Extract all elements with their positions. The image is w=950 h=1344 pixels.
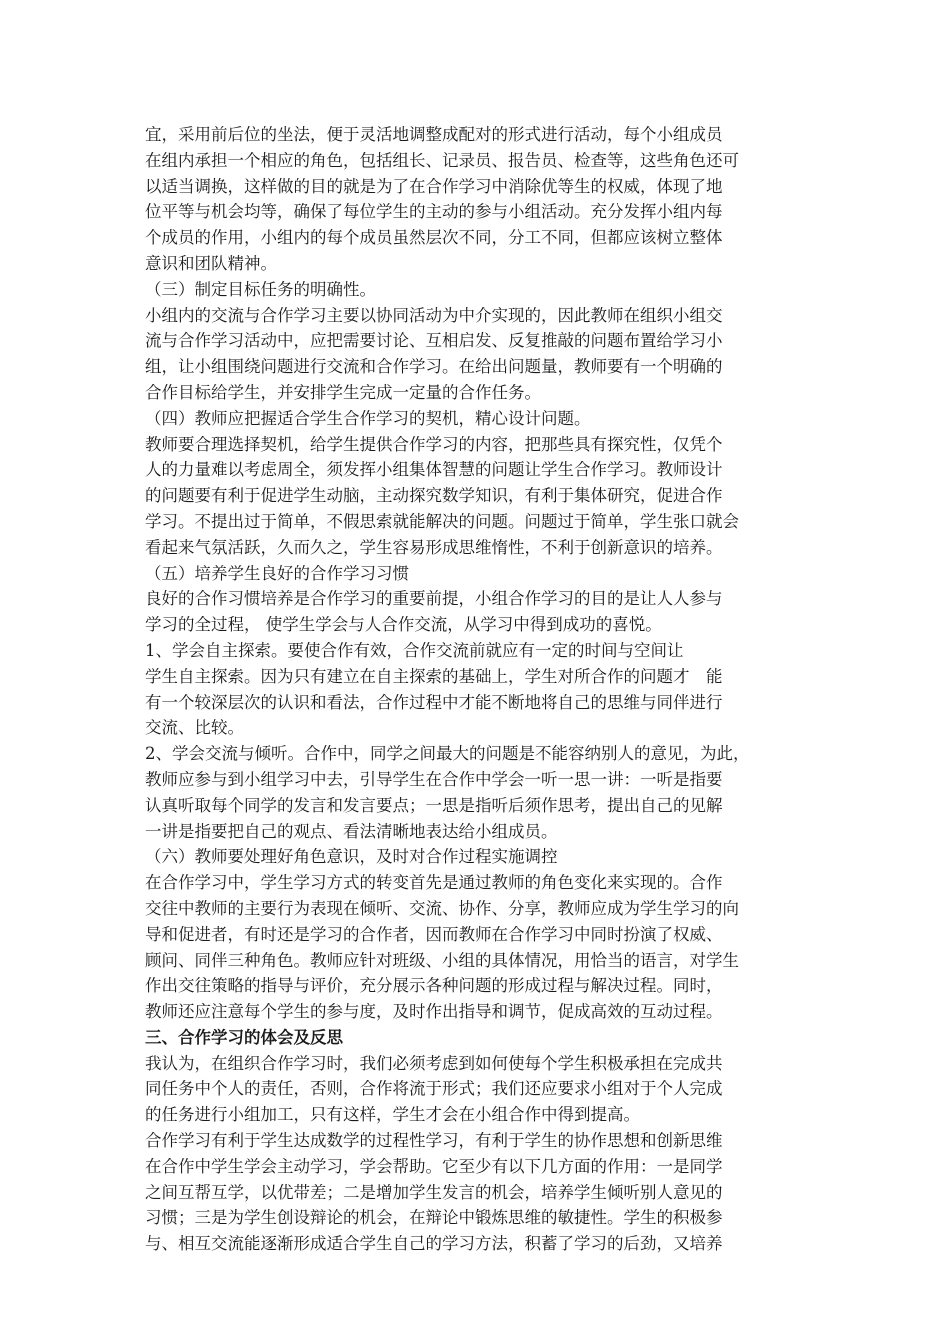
text-line: 教师还应注意每个学生的参与度，及时作出指导和调节，促成高效的互动过程。 xyxy=(145,1002,723,1022)
text-line: 的任务进行小组加工，只有这样，学生才会在小组合作中得到提高。 xyxy=(145,1105,640,1125)
text-line: 一讲是指要把自己的观点、看法清晰地表达给小组成员。 xyxy=(145,821,558,841)
section-subheading: （六）教师要处理好角色意识，及时对合作过程实施调控 xyxy=(145,847,558,867)
text-line: 在组内承担一个相应的角色，包括组长、记录员、报告员、检查等，这些角色还可 xyxy=(145,150,739,170)
text-line: 以适当调换，这样做的目的就是为了在合作学习中消除优等生的权威，体现了地 xyxy=(145,176,723,196)
text-line: 交往中教师的主要行为表现在倾听、交流、协作、分享，教师应成为学生学习的向 xyxy=(145,898,739,918)
text-line: 合作目标给学生，并安排学生完成一定量的合作任务。 xyxy=(145,382,541,402)
text-line: 个成员的作用，小组内的每个成员虽然层次不同，分工不同，但都应该树立整体 xyxy=(145,228,723,248)
text-line: 学习。不提出过于简单，不假思索就能解决的问题。问题过于简单，学生张口就会 xyxy=(145,511,739,531)
text-line: 意识和团队精神。 xyxy=(145,253,277,273)
text-line: 教师要合理选择契机，给学生提供合作学习的内容，把那些具有探究性，仅凭个 xyxy=(145,434,723,454)
text-line: 认真听取每个同学的发言和发言要点；一思是指听后须作思考，提出自己的见解 xyxy=(145,795,723,815)
text-line: 流与合作学习活动中，应把需要讨论、互相启发、反复推敲的问题布置给学习小 xyxy=(145,331,723,351)
text-line: 良好的合作习惯培养是合作学习的重要前提，小组合作学习的目的是让人人参与 xyxy=(145,589,723,609)
text-line: 同任务中个人的责任，否则，合作将流于形式；我们还应要求小组对于个人完成 xyxy=(145,1079,723,1099)
text-line: 的问题要有利于促进学生动脑，主动探究数学知识，有利于集体研究，促进合作 xyxy=(145,486,723,506)
text-line: 作出交往策略的指导与评价，充分展示各种问题的形成过程与解决过程。同时， xyxy=(145,976,723,996)
list-item: 1、学会自主探索。要使合作有效，合作交流前就应有一定的时间与空间让 xyxy=(145,640,684,660)
text-line: 我认为，在组织合作学习时，我们必须考虑到如何使每个学生积极承担在完成共 xyxy=(145,1053,723,1073)
text-line: 学习的全过程， 使学生学会与人合作交流，从学习中得到成功的喜悦。 xyxy=(145,615,662,635)
text-line: 在合作学习中，学生学习方式的转变首先是通过教师的角色变化来实现的。合作 xyxy=(145,873,723,893)
text-line: 教师应参与到小组学习中去，引导学生在合作中学会一听一思一讲：一听是指要 xyxy=(145,769,723,789)
section-subheading: （四）教师应把握适合学生合作学习的契机，精心设计问题。 xyxy=(145,408,591,428)
list-item: 2、学会交流与倾听。合作中，同学之间最大的问题是不能容纳别人的意见，为此， xyxy=(145,744,750,764)
text-line: 习惯；三是为学生创设辩论的机会，在辩论中锻炼思维的敏捷性。学生的积极参 xyxy=(145,1208,723,1228)
text-line: 宜，采用前后位的坐法，便于灵活地调整成配对的形式进行活动，每个小组成员 xyxy=(145,125,723,144)
section-subheading: （三）制定目标任务的明确性。 xyxy=(145,279,376,299)
section-subheading: （五）培养学生良好的合作学习习惯 xyxy=(145,563,409,583)
text-line: 导和促进者，有时还是学习的合作者，因而教师在合作学习中同时扮演了权威、 xyxy=(145,924,723,944)
text-line: 人的力量难以考虑周全，须发挥小组集体智慧的问题让学生合作学习。教师设计 xyxy=(145,460,723,480)
text-line: 组，让小组围绕问题进行交流和合作学习。在给出问题量，教师要有一个明确的 xyxy=(145,357,723,377)
text-line: 有一个较深层次的认识和看法，合作过程中才能不断地将自己的思维与同伴进行 xyxy=(145,692,723,712)
text-line: 之间互帮互学，以优带差；二是增加学生发言的机会，培养学生倾听别人意见的 xyxy=(145,1182,723,1202)
section-heading: 三、合作学习的体会及反思 xyxy=(145,1027,343,1047)
text-line: 在合作中学生学会主动学习，学会帮助。它至少有以下几方面的作用：一是同学 xyxy=(145,1156,723,1176)
text-line: 合作学习有利于学生达成数学的过程性学习，有利于学生的协作思想和创新思维 xyxy=(145,1131,723,1151)
text-line: 小组内的交流与合作学习主要以协同活动为中介实现的，因此教师在组织小组交 xyxy=(145,305,723,325)
text-line: 顾问、同伴三种角色。教师应针对班级、小组的具体情况，用恰当的语言，对学生 xyxy=(145,950,739,970)
text-line: 位平等与机会均等，确保了每位学生的主动的参与小组活动。充分发挥小组内每 xyxy=(145,202,723,222)
document-body xyxy=(145,122,807,1257)
text-line: 看起来气氛活跃，久而久之，学生容易形成思维惰性，不利于创新意识的培养。 xyxy=(145,537,723,557)
text-line: 交流、比较。 xyxy=(145,718,244,738)
text-line: 学生自主探索。因为只有建立在自主探索的基础上，学生对所合作的问题才 能 xyxy=(145,666,723,686)
text-line: 与、相互交流能逐渐形成适合学生自己的学习方法，积蓄了学习的后劲，又培养 xyxy=(145,1234,723,1254)
